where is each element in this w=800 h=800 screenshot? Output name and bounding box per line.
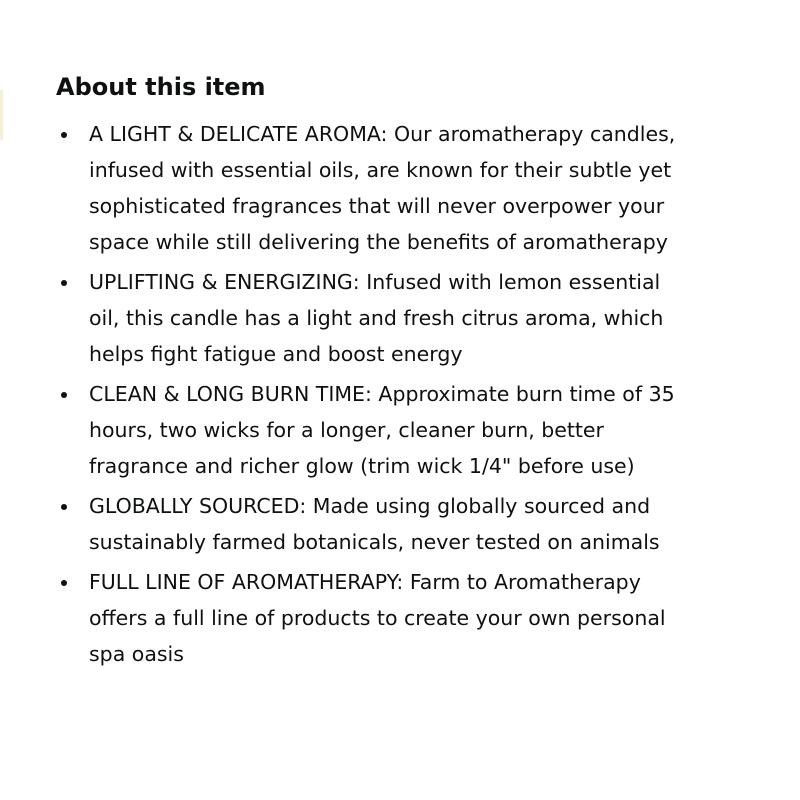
bullet-line: oil, this candle has a light and fresh citrus aroma, which [89,306,664,330]
bullet-dot-icon [61,504,67,510]
bullet-dot-icon [61,580,67,586]
bullet-dot-icon [61,132,67,138]
bullet-line: UPLIFTING & ENERGIZING: Infused with lemon essential [89,270,661,294]
feature-bullet [56,264,776,372]
bullet-line: spa oasis [89,642,184,666]
bullet-line: infused with essential oils, are known for their subtle yet [89,158,672,182]
bullet-line: A LIGHT & DELICATE AROMA: Our aromatherapy candles, [89,122,676,146]
section-heading: About this item [56,73,266,101]
bullet-dot-icon [61,280,67,286]
feature-bullet [56,116,776,260]
feature-bullet [56,488,776,560]
feature-bullet [56,564,776,672]
about-this-item-section [56,70,776,676]
bullet-line: GLOBALLY SOURCED: Made using globally sourced and [89,494,651,518]
bullet-dot-icon [61,392,67,398]
bullet-line: helps fight fatigue and boost energy [89,342,463,366]
bullet-line: space while still delivering the benefits of aromatherapy [89,230,668,254]
bullet-line: fragrance and richer glow (trim wick 1/4" before use) [89,454,635,478]
bullet-line: sophisticated fragrances that will never overpower your [89,194,665,218]
feature-bullet [56,376,776,484]
bullet-line: CLEAN & LONG BURN TIME: Approximate burn time of 35 [89,382,675,406]
bullet-line: offers a full line of products to create your own personal [89,606,666,630]
bullet-line: FULL LINE OF AROMATHERAPY: Farm to Aromatherapy [89,570,641,594]
left-edge-decoration [0,90,3,140]
feature-bullet-list [56,116,776,672]
bullet-line: sustainably farmed botanicals, never tested on animals [89,530,660,554]
bullet-line: hours, two wicks for a longer, cleaner burn, better [89,418,604,442]
